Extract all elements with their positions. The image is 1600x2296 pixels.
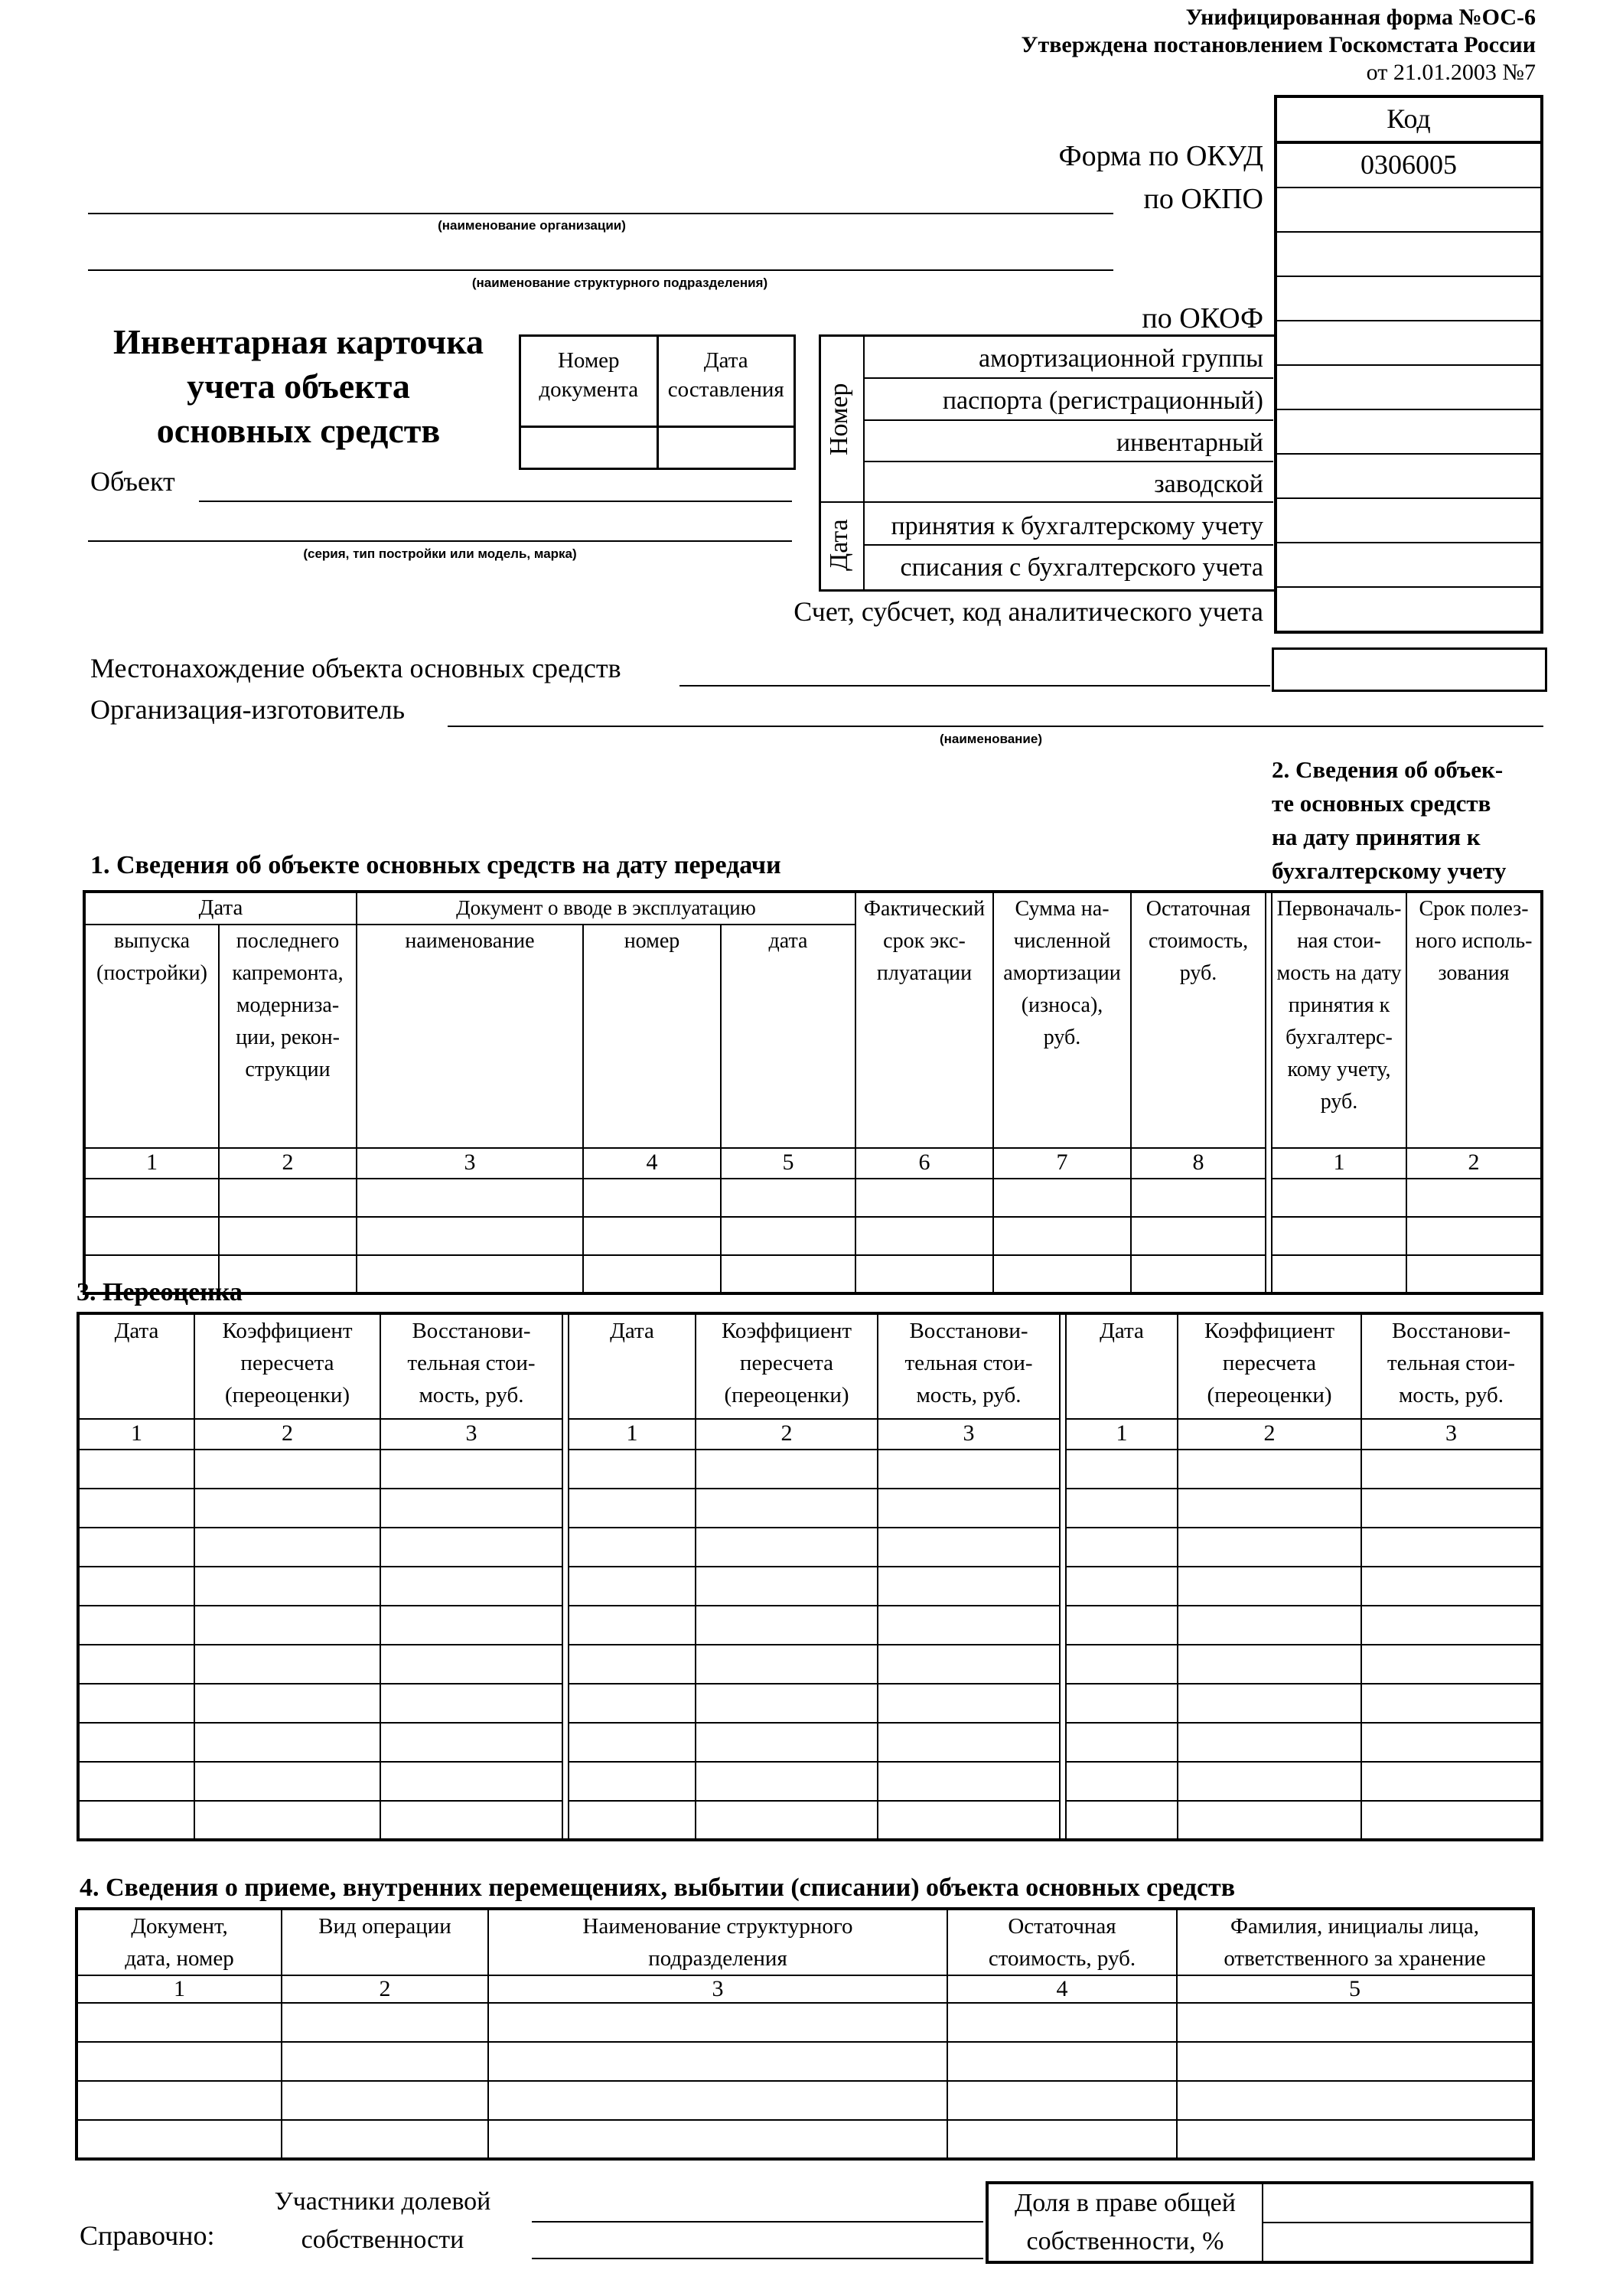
s4-num-1: 1 xyxy=(77,1975,282,2003)
ref-label: Справочно: xyxy=(80,2220,215,2251)
section2-title: 2. Сведения об объек- те основных средств на дату принятия к бухгалтерскому учету xyxy=(1272,756,1507,884)
s2-num-2: 2 xyxy=(1406,1148,1542,1179)
s1-num-2: 2 xyxy=(219,1148,357,1179)
account-label: Счет, субсчет, код аналитического учета xyxy=(793,596,1263,627)
table-row xyxy=(84,1217,1542,1255)
section1-title: 1. Сведения об объекте основных средств на дату передачи xyxy=(90,851,781,879)
factory-label: заводской xyxy=(1154,470,1263,498)
date-group-header: Дата xyxy=(84,892,357,925)
col5-header: дата xyxy=(721,925,855,1148)
date-vlabel: Дата xyxy=(825,519,853,571)
col6-header: Фактический срок экс- плуатации xyxy=(855,892,993,1148)
manufacturer-label: Организация-изготовитель xyxy=(90,694,406,725)
section-gap xyxy=(1266,892,1272,1293)
s1-num-4: 4 xyxy=(583,1148,721,1179)
okof-cell[interactable] xyxy=(1276,276,1542,321)
s4-col4-header: Остаточная стоимость, руб. xyxy=(947,1909,1177,1975)
s4-num-4: 4 xyxy=(947,1975,1177,2003)
table-row xyxy=(78,1762,1542,1801)
passport-cell[interactable] xyxy=(1276,365,1542,409)
number-vlabel: Номер xyxy=(825,383,853,455)
col7-header: Сумма на- численной амортизации (износа), руб. xyxy=(993,892,1131,1148)
share-cell-1[interactable] xyxy=(1263,2183,1532,2223)
okud-label: Форма по ОКУД xyxy=(1058,140,1263,172)
s2-num-1: 1 xyxy=(1272,1148,1406,1179)
factory-cell[interactable] xyxy=(1276,454,1542,498)
section4-table xyxy=(75,1907,1535,2161)
doc-box xyxy=(519,334,796,470)
manufacturer-caption: (наименование) xyxy=(939,732,1043,746)
s3-coef-header-a: Коэффициент пересчета (переоценки) xyxy=(194,1313,380,1419)
table-row xyxy=(78,1723,1542,1762)
s1-num-8: 8 xyxy=(1131,1148,1266,1179)
s3-num-1c: 1 xyxy=(1066,1419,1178,1450)
location-label: Местонахождение объекта основных средств xyxy=(90,653,621,683)
approved-text: Утверждена постановлением Госкомстата России xyxy=(1021,32,1536,57)
s1-num-1: 1 xyxy=(84,1148,219,1179)
table-row xyxy=(77,2120,1533,2159)
amort-group-label: амортизационной группы xyxy=(979,344,1263,373)
share-cell-2[interactable] xyxy=(1263,2223,1532,2262)
s3-coef-header-b: Коэффициент пересчета (переоценки) xyxy=(696,1313,878,1419)
s4-num-5: 5 xyxy=(1177,1975,1533,2003)
section3-title: 3. Переоценка xyxy=(77,1278,243,1306)
section1-table xyxy=(83,890,1543,1295)
section4-title: 4. Сведения о приеме, внутренних перемещениях, выбытии (списании) объекта основных средств xyxy=(80,1874,1236,1902)
s4-num-2: 2 xyxy=(282,1975,488,2003)
account-cell[interactable] xyxy=(1276,587,1542,632)
col8-header: Остаточная стоимость, руб. xyxy=(1131,892,1266,1148)
s3-num-2a: 2 xyxy=(194,1419,380,1450)
participants-line-2[interactable] xyxy=(532,2258,983,2259)
object-caption: (серия, тип постройки или модель, марка) xyxy=(303,546,577,561)
dept-line[interactable] xyxy=(88,269,1113,271)
card-title xyxy=(77,320,520,453)
table-row xyxy=(78,1567,1542,1606)
okpo-label: по ОКПО xyxy=(1143,183,1263,215)
col2-header: последнего капремонта, модерниза- ции, рекон- струкции xyxy=(219,925,357,1148)
s3-num-3c: 3 xyxy=(1361,1419,1542,1450)
codes-table xyxy=(1274,95,1543,634)
table-row xyxy=(84,1255,1542,1293)
section3-table xyxy=(77,1312,1543,1841)
approved-date: от 21.01.2003 №7 xyxy=(1366,60,1536,85)
doc-number-header: Номер документа xyxy=(520,336,658,427)
s3-date-header-b: Дата xyxy=(569,1313,696,1419)
kod-header: Код xyxy=(1276,96,1542,142)
object-line-2[interactable] xyxy=(88,540,792,542)
s1-num-3: 3 xyxy=(357,1148,583,1179)
accept-date-label: принятия к бухгалтерскому учету xyxy=(891,512,1263,540)
table-row xyxy=(78,1450,1542,1489)
s3-cost-header-a: Восстанови- тельная стои- мость, руб. xyxy=(380,1313,562,1419)
manufacturer-line[interactable] xyxy=(448,726,1543,727)
doc-date-cell[interactable] xyxy=(657,427,795,469)
object-label: Объект xyxy=(90,466,175,497)
s3-num-2c: 2 xyxy=(1178,1419,1361,1450)
title-line-1: Инвентарная карточка xyxy=(112,322,484,361)
s4-col3-header: Наименование структурного подразделения xyxy=(488,1909,947,1975)
s3-num-1b: 1 xyxy=(569,1419,696,1450)
s2-col2-header: Срок полез- ного исполь- зования xyxy=(1406,892,1542,1148)
col4-header: номер xyxy=(583,925,721,1148)
title-line-3: основных средств xyxy=(156,411,441,450)
okud-value: 0306005 xyxy=(1276,142,1542,188)
col1-header: выпуска (постройки) xyxy=(84,925,219,1148)
dept-caption: (наименование структурного подразделения) xyxy=(471,276,768,290)
s4-col1-header: Документ, дата, номер xyxy=(77,1909,282,1975)
table-row xyxy=(78,1645,1542,1684)
s3-date-header-a: Дата xyxy=(78,1313,194,1419)
table-row xyxy=(84,1179,1542,1217)
writeoff-date-cell[interactable] xyxy=(1276,543,1542,587)
table-row xyxy=(77,2042,1533,2081)
doc-group-header: Документ о вводе в эксплуатацию xyxy=(357,892,855,925)
s3-num-1a: 1 xyxy=(78,1419,194,1450)
table-row xyxy=(78,1489,1542,1528)
table-row xyxy=(77,2003,1533,2042)
share-table xyxy=(986,2181,1533,2264)
form-name: Унифицированная форма №ОС-6 xyxy=(1185,5,1536,30)
doc-date-header: Дата составления xyxy=(657,336,795,427)
doc-number-cell[interactable] xyxy=(520,427,658,469)
extra-cell[interactable] xyxy=(1276,232,1542,276)
s4-num-3: 3 xyxy=(488,1975,947,2003)
s3-coef-header-c: Коэффициент пересчета (переоценки) xyxy=(1178,1313,1361,1419)
table-row xyxy=(78,1801,1542,1840)
share-label: Доля в праве общей собственности, % xyxy=(987,2183,1263,2262)
col3-header: наименование xyxy=(357,925,583,1148)
inventory-label: инвентарный xyxy=(1116,429,1263,457)
s4-col5-header: Фамилия, инициалы лица, ответственного за хранение xyxy=(1177,1909,1533,1975)
amort-cell[interactable] xyxy=(1276,321,1542,365)
table-row xyxy=(78,1606,1542,1645)
accept-date-cell[interactable] xyxy=(1276,498,1542,543)
s2-col1-header: Первоначаль- ная стои- мость на дату принятия к бухгалтерс- кому учету, руб. xyxy=(1272,892,1406,1148)
table-row xyxy=(77,2081,1533,2120)
s1-num-7: 7 xyxy=(993,1148,1131,1179)
s4-col2-header: Вид операции xyxy=(282,1909,488,1975)
table-row xyxy=(78,1684,1542,1723)
location-line[interactable] xyxy=(679,685,1270,687)
participants-line-1[interactable] xyxy=(532,2221,983,2223)
okpo-cell[interactable] xyxy=(1276,188,1542,232)
org-line[interactable] xyxy=(88,213,1113,214)
inventory-cell[interactable] xyxy=(1276,409,1542,454)
s3-num-3a: 3 xyxy=(380,1419,562,1450)
s3-cost-header-c: Восстанови- тельная стои- мость, руб. xyxy=(1361,1313,1542,1419)
table-row xyxy=(78,1528,1542,1567)
okof-label: по ОКОФ xyxy=(1142,302,1263,334)
participants-label: Участники долевой собственности xyxy=(274,2187,491,2254)
s1-num-6: 6 xyxy=(855,1148,993,1179)
passport-label: паспорта (регистрационный) xyxy=(942,386,1263,415)
org-caption: (наименование организации) xyxy=(438,218,626,233)
s3-cost-header-b: Восстанови- тельная стои- мость, руб. xyxy=(878,1313,1060,1419)
location-code-cell[interactable] xyxy=(1272,647,1547,692)
writeoff-date-label: списания с бухгалтерского учета xyxy=(900,553,1263,582)
s1-num-5: 5 xyxy=(721,1148,855,1179)
title-line-2: учета объекта xyxy=(187,367,410,406)
s3-date-header-c: Дата xyxy=(1066,1313,1178,1419)
s3-num-2b: 2 xyxy=(696,1419,878,1450)
s3-num-3b: 3 xyxy=(878,1419,1060,1450)
object-line-1[interactable] xyxy=(199,501,792,502)
